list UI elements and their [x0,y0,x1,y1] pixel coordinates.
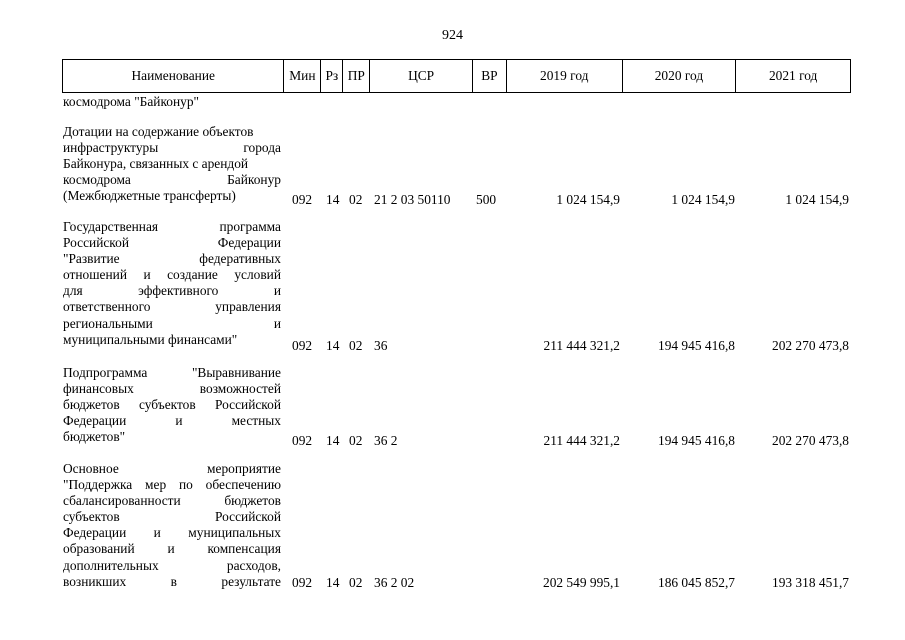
name-line: космодрома Байконур [63,172,281,188]
cell-rz: 14 [326,575,340,590]
cell-csr: 36 [374,338,388,353]
cell-2019: 202 549 995,1 [543,575,620,590]
header-rz: Рз [321,60,343,92]
cell-rz: 14 [326,433,340,448]
name-line: Подпрограмма "Выравнивание [63,365,281,380]
name-line: финансовых возможностей [63,381,281,397]
cell-2020: 194 945 416,8 [658,338,735,353]
header-2019: 2019 год [507,60,623,92]
cell-pr: 02 [349,192,363,207]
name-line: муниципальными финансами" [63,331,238,347]
header-csr: ЦСР [370,60,473,92]
page-number: 924 [442,28,463,43]
cell-vr: 500 [476,192,497,207]
name-line: Основное мероприятие [63,461,281,476]
name-line: бюджетов" [63,429,126,445]
name-line: Байконура, связанных с арендой [63,156,249,172]
cell-2020: 194 945 416,8 [658,433,735,448]
cell-min: 092 [292,338,313,353]
cell-2021: 1 024 154,9 [785,192,849,207]
name-line: Российской Федерации [63,235,281,251]
cell-2019: 211 444 321,2 [543,433,620,448]
header-min: Мин [284,60,321,92]
cell-2020: 186 045 852,7 [658,575,735,590]
cell-pr: 02 [349,575,363,590]
header-2020: 2020 год [623,60,737,92]
cell-2019: 211 444 321,2 [543,338,620,353]
name-line: Дотации на содержание объектов [63,124,254,139]
cell-pr: 02 [349,433,363,448]
cell-rz: 14 [326,192,340,207]
cell-pr: 02 [349,338,363,353]
name-line: Федерации и муниципальных [63,525,281,541]
name-line: дополнительных расходов, [63,557,281,573]
name-line: для эффективного и [63,283,281,299]
cell-2021: 202 270 473,8 [772,338,849,353]
row-name [63,461,281,590]
row-name [63,365,281,445]
name-line: Федерации и местных [63,413,281,429]
cell-min: 092 [292,192,313,207]
name-line: региональными и [63,315,281,331]
name-line: возникших в результате [63,573,281,589]
cell-2020: 1 024 154,9 [671,192,735,207]
header-2021: 2021 год [768,68,818,83]
continuation-text: космодрома "Байконур" [63,94,200,109]
header-vr: ВР [473,60,507,92]
cell-csr: 36 2 02 [374,575,415,590]
cell-2021: 193 318 451,7 [772,575,849,590]
row-name [63,219,281,348]
header-pr: ПР [343,60,370,92]
name-line: инфраструктуры города [63,140,281,156]
name-line: "Развитие федеративных [63,251,281,267]
name-line: сбалансированности бюджетов [63,493,281,509]
cell-2019: 1 024 154,9 [556,192,620,207]
cell-csr: 36 2 [374,433,398,448]
cell-min: 092 [292,433,313,448]
name-line: отношений и создание условий [63,267,281,283]
name-line: ответственного управления [63,299,281,315]
name-line: субъектов Российской [63,509,281,525]
name-line: образований и компенсация [63,541,281,557]
name-line: Государственная программа [63,219,281,234]
name-line: бюджетов субъектов Российской [63,397,281,413]
header-name: Наименование [63,60,284,92]
cell-min: 092 [292,575,313,590]
row-name [63,124,281,204]
name-line: (Межбюджетные трансферты) [63,188,236,204]
cell-csr: 21 2 03 50110 [374,192,451,207]
name-line: "Поддержка мер по обеспечению [63,477,281,493]
table-header [62,59,851,93]
cell-rz: 14 [326,338,340,353]
cell-2021: 202 270 473,8 [772,433,849,448]
